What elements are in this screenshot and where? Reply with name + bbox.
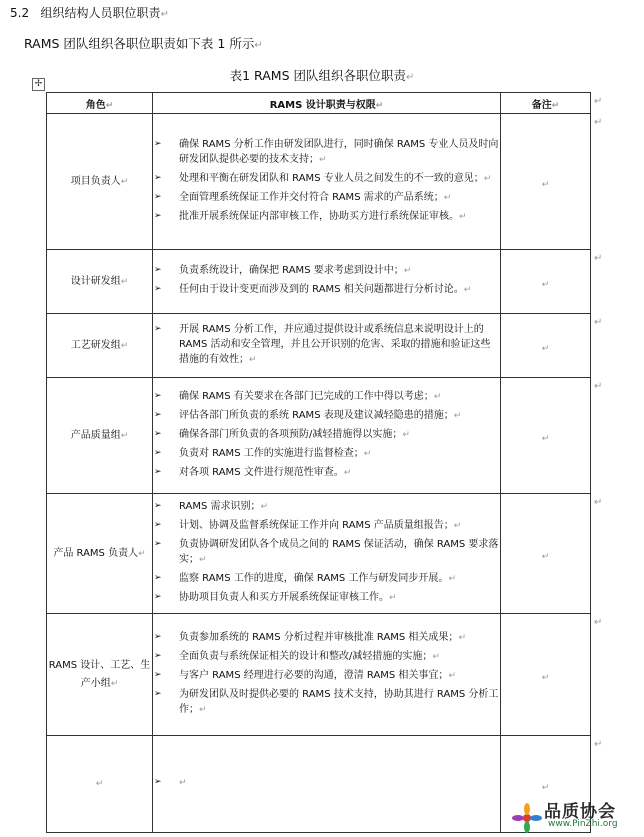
bullet-arrow-icon: ➢: [154, 669, 162, 680]
logo-name: 品质协会: [544, 802, 616, 822]
table-move-handle-icon[interactable]: ✢: [32, 78, 45, 91]
bullet-arrow-icon: ➢: [154, 631, 162, 642]
responsibility-text: 批准开展系统保证内部审核工作，协助买方进行系统保证审核。: [179, 210, 459, 222]
role-cell: [47, 494, 153, 614]
row-end-mark-icon: ↵: [594, 497, 603, 508]
return-mark-icon: ↵: [110, 678, 119, 689]
bullet-arrow-icon: ➢: [154, 191, 162, 202]
section-title: 组织结构人员职位职责: [40, 6, 161, 20]
table-row: [47, 314, 591, 378]
responsibility-text: 确保 RAMS 有关要求在各部门已完成的工作中得以考虑；: [179, 390, 434, 402]
responsibility-item: [153, 537, 500, 568]
responsibility-cell: [153, 736, 501, 833]
return-mark-icon: ↵: [405, 72, 415, 83]
responsibility-text: 负责对 RAMS 工作的实施进行监督检查；: [179, 447, 364, 459]
bullet-arrow-icon: ➢: [154, 573, 162, 583]
return-mark-icon: ↵: [249, 354, 257, 365]
return-mark-icon: ↵: [541, 344, 550, 354]
header-role: 角色↵: [47, 93, 153, 114]
responsibility-item: [153, 465, 500, 481]
return-mark-icon: ↵: [254, 40, 263, 51]
responsibility-item: [153, 209, 500, 225]
bullet-arrow-icon: ➢: [154, 210, 162, 221]
responsibility-text: 计划、协调及监督系统保证工作并向 RAMS 产品质量组报告；: [179, 520, 454, 531]
return-mark-icon: ↵: [541, 552, 550, 562]
return-mark-icon: ↵: [363, 448, 372, 459]
return-mark-icon: ↵: [120, 430, 129, 441]
responsibility-item: [153, 171, 500, 187]
bullet-arrow-icon: ➢: [154, 284, 162, 294]
return-mark-icon: ↵: [453, 410, 462, 421]
responsibility-cell: [153, 378, 501, 494]
responsibility-text: 负责参加系统的 RAMS 分析过程并审核批准 RAMS 相关成果；: [179, 631, 459, 643]
return-mark-icon: ↵: [160, 9, 169, 20]
responsibility-item: [153, 630, 500, 646]
role-label: 产品 RAMS 负责人: [53, 547, 139, 559]
responsibility-item: [153, 408, 500, 424]
role-label: 项目负责人: [70, 175, 121, 187]
table-row: [47, 378, 591, 494]
responsibility-item: [153, 775, 500, 791]
return-mark-icon: ↵: [541, 782, 550, 793]
table-row: [47, 250, 591, 314]
responsibility-item: [153, 668, 500, 684]
bullet-arrow-icon: ➢: [154, 409, 162, 420]
table-row: [47, 736, 591, 833]
role-cell: [47, 114, 153, 250]
return-mark-icon: ↵: [541, 673, 550, 683]
role-label: RAMS 设计、工艺、生产小组: [48, 659, 151, 689]
responsibility-item: [153, 322, 500, 368]
responsibility-cell: [153, 494, 501, 614]
return-mark-icon: ↵: [541, 434, 550, 444]
table-row: [47, 614, 591, 736]
bullet-arrow-icon: ➢: [154, 539, 162, 549]
return-mark-icon: ↵: [120, 276, 129, 287]
return-mark-icon: ↵: [403, 266, 412, 276]
responsibility-text: 任何由于设计变更而涉及到的 RAMS 相关问题都进行分析讨论。: [179, 284, 464, 295]
return-mark-icon: ↵: [179, 778, 187, 788]
logo-star-icon: [512, 803, 542, 833]
return-mark-icon: ↵: [448, 670, 456, 681]
responsibility-item: [153, 446, 500, 462]
role-label: 产品质量组: [70, 429, 121, 441]
responsibility-item: [153, 518, 500, 534]
return-mark-icon: ↵: [432, 651, 440, 662]
return-mark-icon: ↵: [458, 632, 466, 643]
return-mark-icon: ↵: [389, 593, 397, 603]
responsibility-text: 为研发团队及时提供必要的 RAMS 技术支持，协助其进行 RAMS 分析工作；: [179, 688, 499, 715]
bullet-arrow-icon: ➢: [154, 447, 162, 458]
responsibility-text: 监察 RAMS 工作的进度，确保 RAMS 工作与研发同步开展。: [179, 573, 449, 584]
header-note: 备注↵: [501, 93, 591, 114]
responsibility-text: 开展 RAMS 分析工作，并应通过提供设计或系统信息来说明设计上的 RAMS 活动和安全管理，并且公开识别的危害、采取的措施和验证这些措施的有效性；: [179, 323, 491, 365]
role-label: 设计研发组: [70, 275, 121, 287]
bullet-arrow-icon: ➢: [154, 650, 162, 661]
responsibility-text: 确保各部门所负责的各项预防/减轻措施得以实施；: [179, 428, 403, 440]
bullet-arrow-icon: ➢: [154, 592, 162, 602]
return-mark-icon: ↵: [433, 391, 442, 402]
intro-paragraph: [24, 34, 263, 52]
return-mark-icon: ↵: [483, 173, 492, 184]
bullet-arrow-icon: ➢: [154, 777, 162, 787]
row-end-mark-icon: ↵: [594, 96, 603, 107]
return-mark-icon: ↵: [443, 192, 452, 203]
header-responsibility: RAMS 设计职责与权限↵: [153, 93, 501, 114]
bullet-arrow-icon: ➢: [154, 520, 162, 530]
responsibility-text: 全面管理系统保证工作并交付符合 RAMS 需求的产品系统；: [179, 191, 444, 203]
table-header-row: [47, 93, 591, 114]
return-mark-icon: ↵: [448, 574, 456, 584]
return-mark-icon: ↵: [199, 704, 207, 715]
responsibility-text: 协助项目负责人和买方开展系统保证审核工作。: [179, 592, 389, 603]
row-end-mark-icon: ↵: [594, 117, 603, 128]
row-end-mark-icon: ↵: [594, 739, 603, 750]
bullet-arrow-icon: ➢: [154, 172, 162, 183]
table-row: [47, 114, 591, 250]
responsibility-text: 与客户 RAMS 经理进行必要的沟通，澄清 RAMS 相关事宜；: [179, 669, 449, 681]
responsibility-item: [153, 263, 500, 279]
caption-text: 表1 RAMS 团队组织各职位职责: [229, 68, 406, 83]
responsibility-text: 确保 RAMS 分析工作由研发团队进行，同时确保 RAMS 专业人员及时向研发团队提供必要的技术支持；: [179, 138, 499, 165]
table-caption: [0, 66, 644, 84]
bullet-arrow-icon: ➢: [154, 501, 162, 511]
row-end-mark-icon: ↵: [594, 253, 603, 264]
return-mark-icon: ↵: [120, 340, 129, 351]
responsibility-item: [153, 190, 500, 206]
responsibility-item: [153, 499, 500, 515]
return-mark-icon: ↵: [95, 779, 104, 789]
responsibility-cell: [153, 614, 501, 736]
responsibility-item: [153, 282, 500, 298]
responsibility-item: [153, 571, 500, 587]
row-end-mark-icon: ↵: [594, 381, 603, 392]
return-mark-icon: ↵: [541, 280, 550, 290]
responsibility-text: 负责协调研发团队各个成员之间的 RAMS 保证活动，确保 RAMS 要求落实；: [179, 539, 499, 565]
intro-text: RAMS 团队组织各职位职责如下表 1 所示: [24, 36, 255, 51]
return-mark-icon: ↵: [402, 429, 410, 440]
responsibility-text: 对各项 RAMS 文件进行规范性审查。: [179, 466, 344, 478]
responsibility-text: 负责系统设计，确保把 RAMS 要求考虑到设计中；: [179, 265, 404, 276]
pinzhi-logo: [510, 797, 638, 833]
row-end-mark-icon: ↵: [594, 317, 603, 328]
role-cell: [47, 378, 153, 494]
responsibility-item: [153, 389, 500, 405]
logo-url: www.PinZhi.org: [548, 819, 618, 829]
role-cell: [47, 736, 153, 833]
bullet-arrow-icon: ➢: [154, 138, 162, 149]
responsibility-item: [153, 649, 500, 665]
responsibility-cell: [153, 114, 501, 250]
bullet-arrow-icon: ➢: [154, 688, 162, 699]
note-cell: [501, 250, 591, 314]
table-row: [47, 494, 591, 614]
return-mark-icon: ↵: [453, 521, 462, 531]
return-mark-icon: ↵: [463, 285, 472, 295]
note-cell: [501, 114, 591, 250]
bullet-arrow-icon: ➢: [154, 323, 162, 334]
note-cell: [501, 494, 591, 614]
note-cell: [501, 378, 591, 494]
return-mark-icon: ↵: [138, 548, 146, 559]
return-mark-icon: ↵: [260, 502, 269, 512]
note-cell: [501, 614, 591, 736]
row-end-mark-icon: ↵: [594, 617, 603, 628]
responsibility-table: [46, 92, 591, 833]
role-cell: [47, 250, 153, 314]
bullet-arrow-icon: ➢: [154, 428, 162, 439]
responsibility-item: [153, 687, 500, 718]
bullet-arrow-icon: ➢: [154, 390, 162, 401]
responsibility-text: RAMS 需求识别；: [179, 501, 261, 512]
bullet-arrow-icon: ➢: [154, 265, 162, 275]
role-cell: [47, 314, 153, 378]
return-mark-icon: ↵: [199, 555, 207, 565]
return-mark-icon: ↵: [459, 211, 467, 222]
section-number: 5.2: [10, 6, 30, 20]
bullet-arrow-icon: ➢: [154, 466, 162, 477]
responsibility-item: [153, 137, 500, 168]
return-mark-icon: ↵: [343, 467, 352, 478]
return-mark-icon: ↵: [541, 180, 550, 190]
responsibility-cell: [153, 314, 501, 378]
responsibility-text: 评估各部门所负责的系统 RAMS 表现及建议减轻隐患的措施；: [179, 409, 454, 421]
responsibility-text: 处理和平衡在研发团队和 RAMS 专业人员之间发生的不一致的意见；: [179, 172, 484, 184]
return-mark-icon: ↵: [319, 154, 327, 165]
role-label: 工艺研发组: [70, 339, 121, 351]
responsibility-item: [153, 590, 500, 606]
note-cell: [501, 314, 591, 378]
section-heading: [10, 4, 169, 21]
responsibility-cell: [153, 250, 501, 314]
responsibility-text: 全面负责与系统保证相关的设计和整改/减轻措施的实施；: [179, 650, 433, 662]
return-mark-icon: ↵: [120, 176, 129, 187]
role-cell: [47, 614, 153, 736]
responsibility-item: [153, 427, 500, 443]
